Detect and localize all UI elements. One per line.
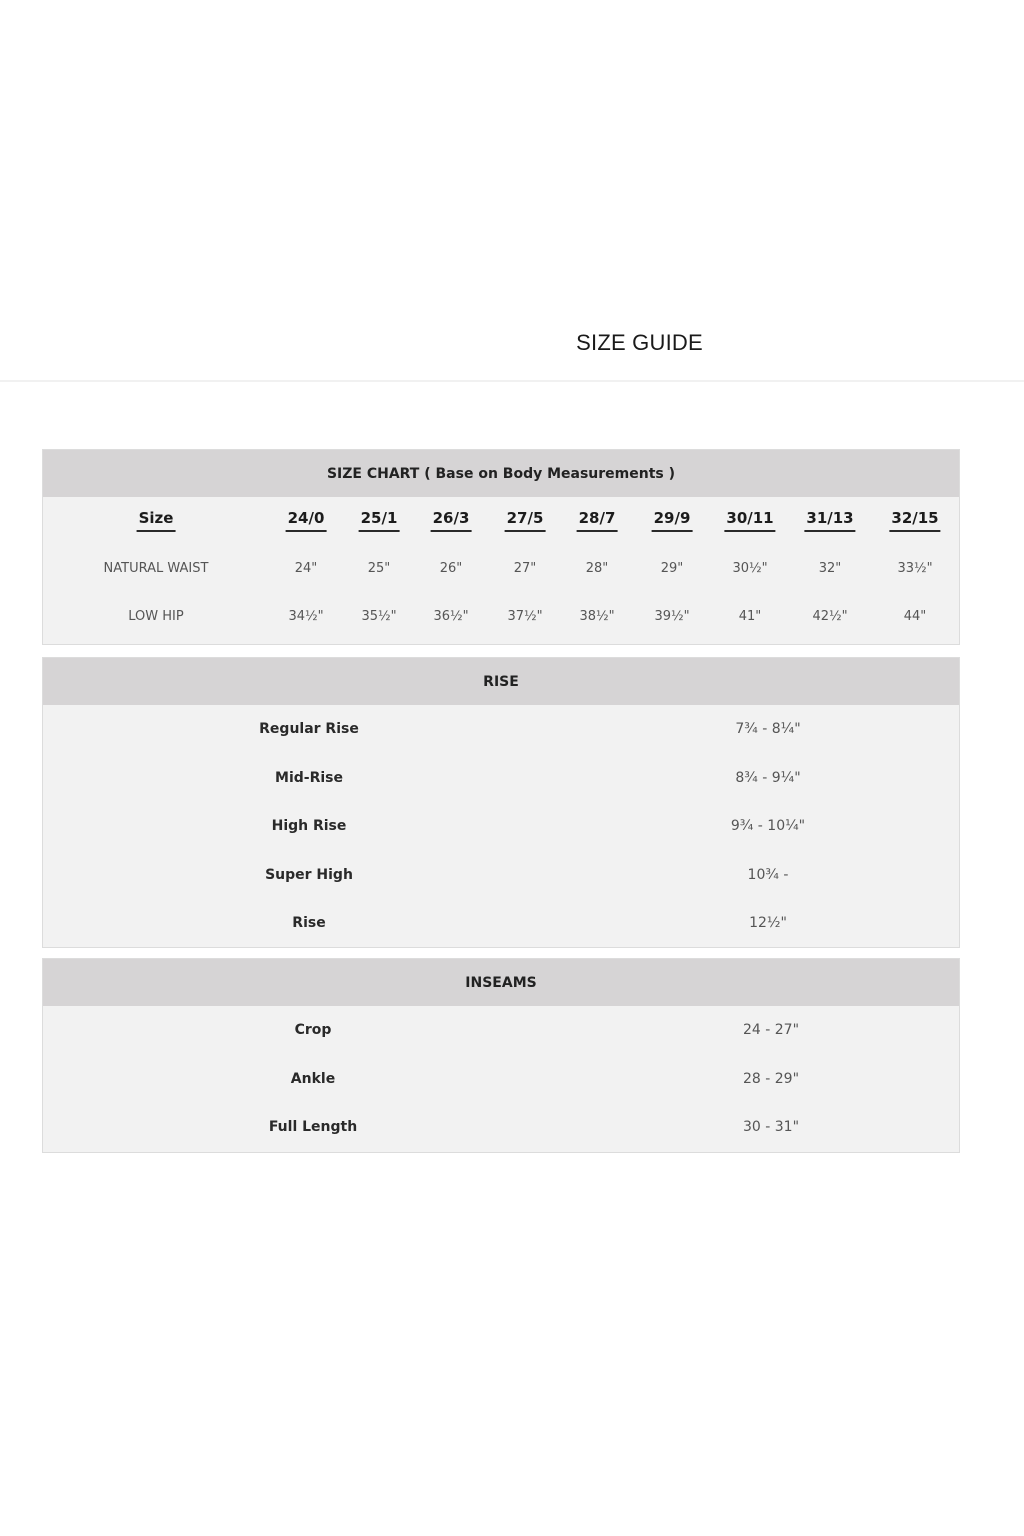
table-row	[43, 705, 959, 754]
rise-value: 12½"	[749, 915, 787, 932]
low-hip-value: 34½"	[288, 609, 324, 624]
rise-value: 7¾ - 8¼"	[735, 721, 801, 738]
rise-header: RISE	[43, 658, 959, 705]
natural-waist-value: 30½"	[732, 561, 768, 576]
rise-value: 9¾ - 10¼"	[730, 818, 806, 835]
low-hip-value: 42½"	[812, 609, 848, 624]
table-row	[43, 1006, 959, 1055]
natural-waist-value: 32"	[818, 561, 842, 576]
inseams-rows	[43, 1006, 959, 1152]
low-hip-value: 41"	[738, 609, 762, 624]
inseam-label: Full Length	[268, 1119, 358, 1136]
natural-waist-value: 29"	[660, 561, 684, 576]
natural-waist-row	[43, 561, 959, 585]
size-col-header: 26/3	[431, 509, 472, 532]
size-col-header: 27/5	[505, 509, 546, 532]
table-row	[43, 754, 959, 803]
low-hip-value: 38½"	[579, 609, 615, 624]
table-row	[43, 802, 959, 851]
page-title: SIZE GUIDE	[576, 330, 703, 355]
table-row	[43, 1103, 959, 1152]
size-col-header: 32/15	[889, 509, 940, 532]
natural-waist-label: NATURAL WAIST	[103, 561, 209, 576]
natural-waist-value: 26"	[439, 561, 463, 576]
rise-label: High Rise	[271, 818, 347, 835]
inseams-table	[42, 958, 960, 1153]
rise-label: Rise	[292, 915, 326, 932]
rise-label: Regular Rise	[259, 721, 359, 738]
natural-waist-value: 33½"	[897, 561, 933, 576]
low-hip-value: 39½"	[654, 609, 690, 624]
size-col-header: 29/9	[652, 509, 693, 532]
size-col-header: 28/7	[577, 509, 618, 532]
size-chart-body	[43, 497, 959, 645]
rise-rows	[43, 705, 959, 948]
rise-value: 10¾ -	[747, 866, 789, 883]
rise-label: Super High	[265, 866, 353, 883]
low-hip-value: 37½"	[507, 609, 543, 624]
natural-waist-value: 27"	[513, 561, 537, 576]
inseam-value: 24 - 27"	[742, 1022, 800, 1039]
low-hip-value: 44"	[903, 609, 927, 624]
natural-waist-value: 28"	[585, 561, 609, 576]
table-row	[43, 1055, 959, 1104]
low-hip-value: 35½"	[361, 609, 397, 624]
low-hip-label: LOW HIP	[128, 609, 184, 624]
rise-label: Mid-Rise	[275, 769, 343, 786]
inseam-value: 30 - 31"	[742, 1119, 800, 1136]
low-hip-row	[43, 609, 959, 633]
size-chart-table	[42, 449, 960, 645]
size-col-header: 30/11	[724, 509, 775, 532]
size-col-header: 31/13	[804, 509, 855, 532]
rise-value: 8¾ - 9¼"	[735, 769, 801, 786]
table-row	[43, 899, 959, 948]
inseams-header: INSEAMS	[43, 959, 959, 1006]
natural-waist-value: 24"	[294, 561, 318, 576]
size-chart-header: SIZE CHART ( Base on Body Measurements )	[43, 450, 959, 497]
low-hip-value: 36½"	[433, 609, 469, 624]
title-divider	[0, 380, 1024, 382]
inseam-value: 28 - 29"	[742, 1070, 800, 1087]
rise-table	[42, 657, 960, 948]
table-row	[43, 851, 959, 900]
size-header-row	[43, 509, 959, 533]
natural-waist-value: 25"	[367, 561, 391, 576]
size-col-header: 25/1	[359, 509, 400, 532]
inseam-label: Ankle	[290, 1070, 336, 1087]
size-col-header: 24/0	[286, 509, 327, 532]
size-label: Size	[137, 509, 176, 532]
inseam-label: Crop	[294, 1022, 332, 1039]
